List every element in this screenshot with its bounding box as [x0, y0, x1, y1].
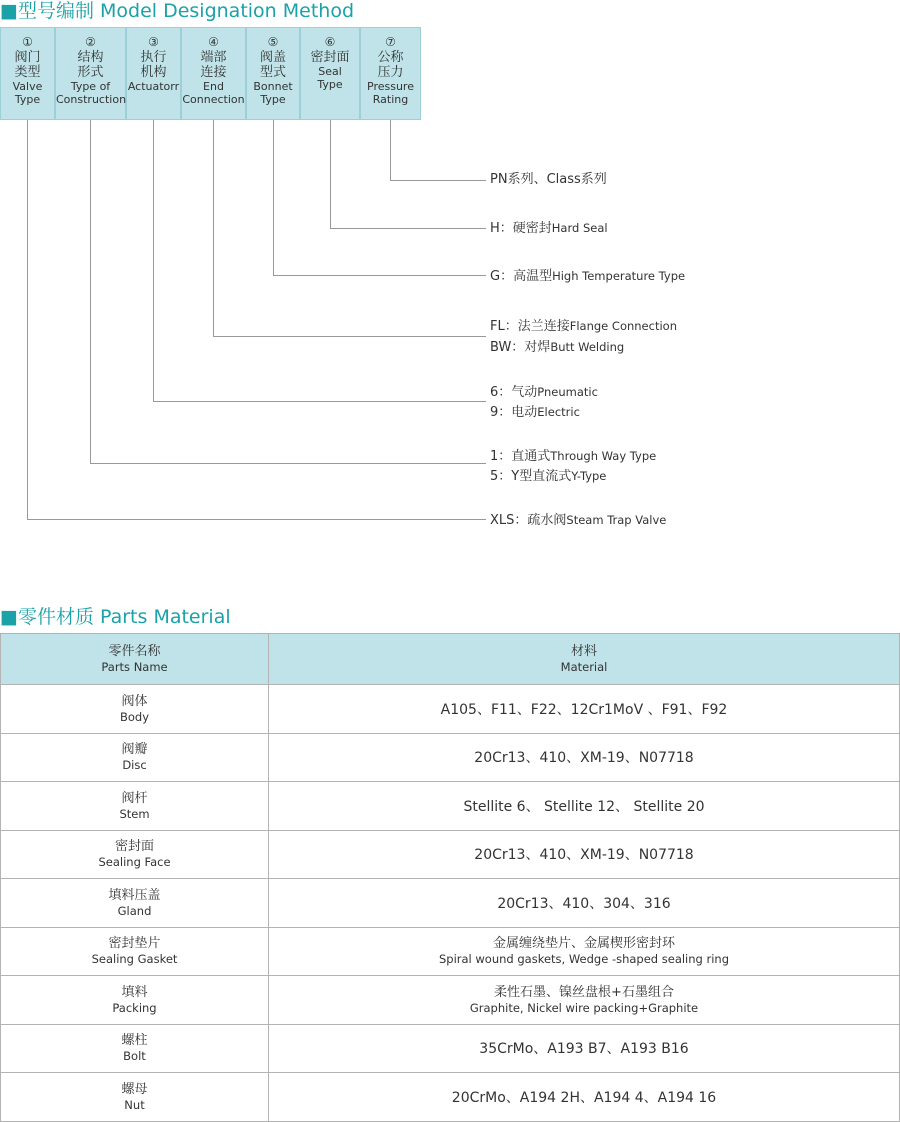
part-name-cell: 填料 Packing — [1, 976, 269, 1025]
part-name-cell: 密封垫片 Sealing Gasket — [1, 927, 269, 976]
option-valve-type: XLS：疏水阀Steam Trap Valve — [490, 513, 667, 528]
connector-pressure — [391, 120, 487, 181]
designation-connectors — [0, 0, 900, 560]
parts-table — [0, 633, 900, 1122]
header-parts-name: 零件名称 Parts Name — [1, 634, 269, 685]
field-bonnet-type: ⑤ 阀盖 型式 Bonnet Type — [246, 27, 300, 120]
part-name-cell: 阀杆 Stem — [1, 782, 269, 831]
option-construction: 1：直通式Through Way Type 5：Y型直流式Y-Type — [490, 449, 657, 484]
option-actuator: 6：气动Pneumatic 9：电动Electric — [490, 385, 598, 420]
material-cell: 20Cr13、410、XM-19、N07718 — [269, 733, 900, 782]
connector-construction — [91, 120, 487, 464]
material-cell: 20Cr13、410、304、316 — [269, 879, 900, 928]
part-name-cell: 阀体 Body — [1, 685, 269, 734]
parts-header-row — [1, 634, 900, 685]
connector-seal — [331, 120, 487, 229]
option-end-connection: FL：法兰连接Flange Connection BW：对焊Butt Welding — [490, 319, 677, 355]
table-row — [1, 1024, 900, 1073]
parts-title: ■零件材质 Parts Material — [0, 606, 231, 628]
field-actuator: ③ 执行 机构 Actuatorr — [126, 27, 181, 120]
field-construction-type: ② 结构 形式 Type of Construction — [55, 27, 126, 120]
part-name-cell: 螺母 Nut — [1, 1073, 269, 1122]
designation-title: ■型号编制 Model Designation Method — [0, 0, 355, 22]
material-cell: 20CrMo、A194 2H、A194 4、A194 16 — [269, 1073, 900, 1122]
connector-actuator — [154, 120, 487, 402]
field-seal-type: ⑥ 密封面 Seal Type — [300, 27, 360, 120]
connector-valve-type — [28, 120, 487, 520]
field-pressure-rating: ⑦ 公称 压力 Pressure Rating — [360, 27, 421, 120]
material-cell: 金属缠绕垫片、金属楔形密封环 Spiral wound gaskets, Wedge -shaped sealing ring — [269, 927, 900, 976]
material-cell: A105、F11、F22、12Cr1MoV 、F91、F92 — [269, 685, 900, 734]
material-cell: 35CrMo、A193 B7、A193 B16 — [269, 1024, 900, 1073]
option-seal-type: H：硬密封Hard Seal — [490, 221, 608, 236]
material-cell: Stellite 6、 Stellite 12、 Stellite 20 — [269, 782, 900, 831]
table-row — [1, 927, 900, 976]
part-name-cell: 螺柱 Bolt — [1, 1024, 269, 1073]
option-bonnet-type: G：高温型High Temperature Type — [490, 269, 686, 284]
part-name-cell: 密封面 Sealing Face — [1, 830, 269, 879]
part-name-cell: 填料压盖 Gland — [1, 879, 269, 928]
table-row — [1, 733, 900, 782]
option-pressure-rating: PN系列、Class系列 — [490, 172, 607, 187]
table-row — [1, 830, 900, 879]
table-row — [1, 1073, 900, 1122]
field-end-connection: ④ 端部 连接 End Connection — [181, 27, 246, 120]
material-cell: 柔性石墨、镍丝盘根+石墨组合 Graphite, Nickel wire packing+Graphite — [269, 976, 900, 1025]
field-valve-type: ① 阀门 类型 Valve Type — [0, 27, 55, 120]
material-cell: 20Cr13、410、XM-19、N07718 — [269, 830, 900, 879]
header-material: 材料 Material — [269, 634, 900, 685]
table-row — [1, 879, 900, 928]
connector-bonnet — [274, 120, 487, 276]
table-row — [1, 782, 900, 831]
part-name-cell: 阀瓣 Disc — [1, 733, 269, 782]
table-row — [1, 976, 900, 1025]
table-row — [1, 685, 900, 734]
